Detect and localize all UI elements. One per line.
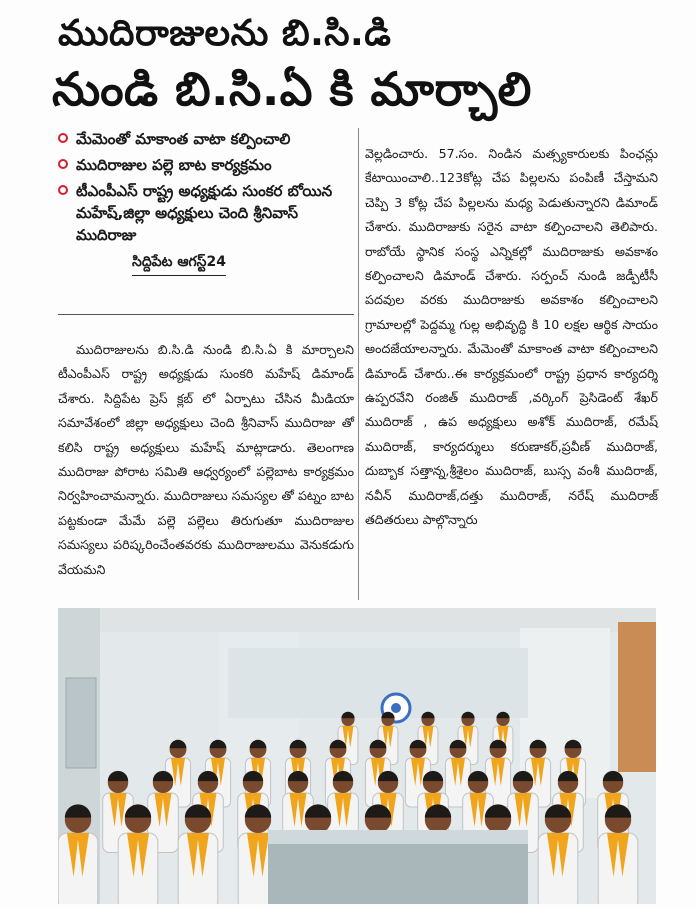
bullet-ring-icon (56, 154, 76, 174)
bullet-ring-icon (56, 180, 76, 200)
dateline: సిద్దిపేట ఆగస్ట్24 (132, 254, 226, 276)
bullet-ring-icon (56, 128, 76, 148)
press-meet-photo (58, 608, 656, 904)
highlight-item (56, 180, 352, 246)
article-body-right: వెల్లడించారు. 57.సం. నిండిన మత్స్యకారులకు పింఛన్లు కేటాయించాలి..123కోట్ల చేప పిల్లలను పంపిణీ చేస్తామని చెప్పి 3 కోట్ల చేప పిల్లలను మధ్య పెడుతున్నారని డిమాండ్ చేశారు. ముదిరాజుకు సరైన వాటా కల్పించాలని తెలిపారు. రాబోయే స్థానిక సంస్థ ఎన్నికల్లో ముదిరాజుకు అవకాశం కల్పించాలని డిమాండ్ చేశారు. సర్పంచ్ నుండి జడ్పీటీసీ పదవుల వరకు ముదిరాజుకు అవకాశం కల్పించాలని గ్రామాలల్లో పెద్దమ్మ గుల్ల అభివృద్ధి కి 10 లక్షల ఆర్థిక సాయం అందజేయాలన్నారు. మేమెంతో మాకాంత వాటా కల్పించాలని డిమాండ్ చేశారు..ఈ కార్యక్రమంలో రాష్ట్ర ప్రధాన కార్యదర్శి ఉప్పరవేని రంజిత్ ముదిరాజ్ ,వర్కింగ్ ప్రెసిడెంట్ శేఖర్ ముదిరాజ్ , ఉప అధ్యక్షులు అశోక్ ముదిరాజ్, రమేష్ ముదిరాజ్, కార్యదర్శులు కరుణాకర్,ప్రవీణ్ ముదిరాజ్, దుబ్బాక సత్తాన్న,శ్రీశైలం ముదిరాజ్, బుస్స వంశీ ముదిరాజ్, నవీన్ ముదిరాజ్,దత్తు ముదిరాజ్, నరేష్ ముదిరాజ్ తదితరులు పాల్గొన్నారు (365, 146, 658, 528)
headline-line-1: ముదిరాజులను బి.సి.డి (58, 13, 392, 54)
highlight-item (56, 128, 352, 150)
column-divider-vertical (358, 128, 359, 600)
headline (52, 10, 658, 120)
highlight-item (56, 154, 352, 176)
group-photo-illustration (58, 608, 656, 904)
article-body-left: ముదిరాజులను బి.సి.డి నుండి బి.సి.ఏ కి మార్చాలని టీఎంపీఎస్ రాష్ట్ర అధ్యక్షుడు సుంకరి మహేష్ డిమాండ్ చేశారు. సిద్దిపేట ప్రెస్ క్లబ్ లో ఏర్పాటు చేసిన మీడియా సమావేశంలో జిల్లా అధ్యక్షులు చెంది శ్రీనివాస్ ముదిరాజు తో కలిసి రాష్ట్ర అధ్యక్షులు మహేష్ మాట్లాడారు. తెలంగాణ ముదిరాజు పోరాట సమితి ఆధ్వర్యంలో పల్లెబాట కార్యక్రమం నిర్వహించామన్నారు. ముదిరాజులు సమస్యల తో పట్నం బాట పట్టకుండా మేమే పల్లె పల్లెలు తిరుగుతూ ముదిరాజుల సమస్యలు పరిష్కరించేంతవరకు ముదిరాజులము వెనుకడుగు వేయమని (58, 342, 354, 577)
highlight-text: మేమెంతో మాకాంత వాటా కల్పించాలి (76, 130, 291, 148)
highlight-text: ముదిరాజుల పల్లె బాట కార్యక్రమం (76, 156, 272, 174)
headline-line-2: నుండి బి.సి.ఏ కి మార్చాలి (52, 62, 532, 116)
highlights (56, 128, 352, 276)
column-divider-horizontal (58, 314, 354, 315)
highlight-text: టీఎంపీఎస్ రాష్ట్ర అధ్యక్షుడు సుంకర బోయిన మహేష్,జిల్లా అధ్యక్షులు చెంది శ్రీనివాస్ ముదిరాజు (76, 182, 333, 244)
